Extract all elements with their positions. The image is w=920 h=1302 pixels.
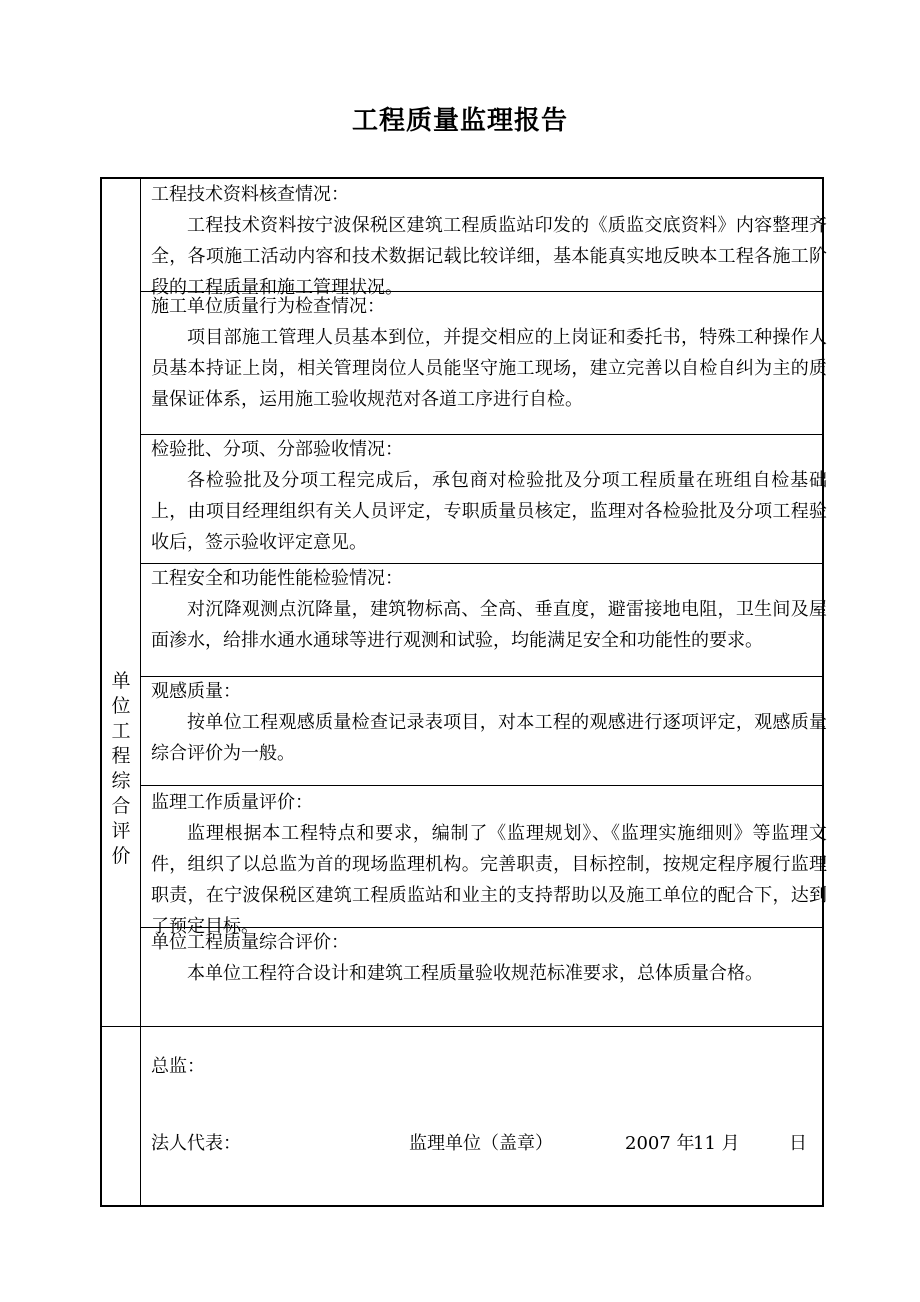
date-year: 2007 年 (625, 1133, 695, 1154)
section-heading: 工程技术资料核查情况： (151, 184, 349, 205)
section-body: 各检验批及分项工程完成后，承包商对检验批及分项工程质量在班组自检基础上，由项目经理组织有关人员评定，专职质量员核定，监理对各检验批及分项工程验收后，签示验收评定意见。 (151, 470, 827, 553)
section-supervision-quality (151, 787, 827, 942)
section-heading: 施工单位质量行为检查情况： (151, 296, 385, 317)
row-divider (140, 785, 822, 786)
section-heading: 检验批、分项、分部验收情况： (151, 439, 403, 460)
section-safety-function (151, 563, 827, 656)
section-heading: 工程安全和功能性能检验情况： (151, 568, 403, 589)
section-body: 项目部施工管理人员基本到位，并提交相应的上岗证和委托书，特殊工种操作人员基本持证上岗，相关管理岗位人员能坚守施工现场，建立完善以自检自纠为主的质量保证体系，运用施工验收规范对各道工序进行自检。 (151, 327, 827, 410)
page-title: 工程质量监理报告 (351, 106, 568, 136)
section-contractor-behavior (151, 291, 827, 415)
section-body: 对沉降观测点沉降量，建筑物标高、全高、垂直度，避雷接地电阻，卫生间及屋面渗水，给排水通水通球等进行观测和试验，均能满足安全和功能性的要求。 (151, 599, 827, 651)
section-body: 工程技术资料按宁波保税区建筑工程质监站印发的《质监交底资料》内容整理齐全，各项施工活动内容和技术数据记载比较详细，基本能真实地反映本工程各施工阶段的工程质量和施工管理状况。 (151, 215, 827, 298)
section-overall-evaluation (151, 927, 827, 989)
section-tech-documents (151, 179, 827, 303)
row-label-unit-evaluation: 单 位 工 程 综 合 评 价 (111, 670, 131, 867)
section-heading: 监理工作质量评价： (151, 792, 313, 813)
section-body: 本单位工程符合设计和建筑工程质量验收规范标准要求，总体质量合格。 (187, 963, 763, 984)
chief-supervisor-label: 总监： (151, 1056, 205, 1077)
date-day: 日 (789, 1133, 807, 1154)
date-month: 11 月 (693, 1133, 740, 1154)
supervision-unit-stamp-label: 监理单位（盖章） (409, 1133, 553, 1154)
section-heading: 单位工程质量综合评价： (151, 932, 349, 953)
section-heading: 观感质量： (151, 681, 241, 702)
section-visual-quality (151, 676, 827, 769)
section-inspection-acceptance (151, 434, 827, 558)
section-body: 监理根据本工程特点和要求，编制了《监理规划》、《监理实施细则》等监理文件，组织了以总监为首的现场监理机构。完善职责，目标控制，按规定程序履行监理职责，在宁波保税区建筑工程质监站和业主的支持帮助以及施工单位的配合下，达到了预定目标。 (151, 823, 827, 937)
evaluation-table (100, 177, 827, 1207)
row-divider (102, 1026, 822, 1027)
section-body: 按单位工程观感质量检查记录表项目，对本工程的观感进行逐项评定，观感质量综合评价为一般。 (151, 712, 827, 764)
column-divider (140, 179, 141, 1205)
legal-rep-label: 法人代表： (151, 1133, 241, 1154)
